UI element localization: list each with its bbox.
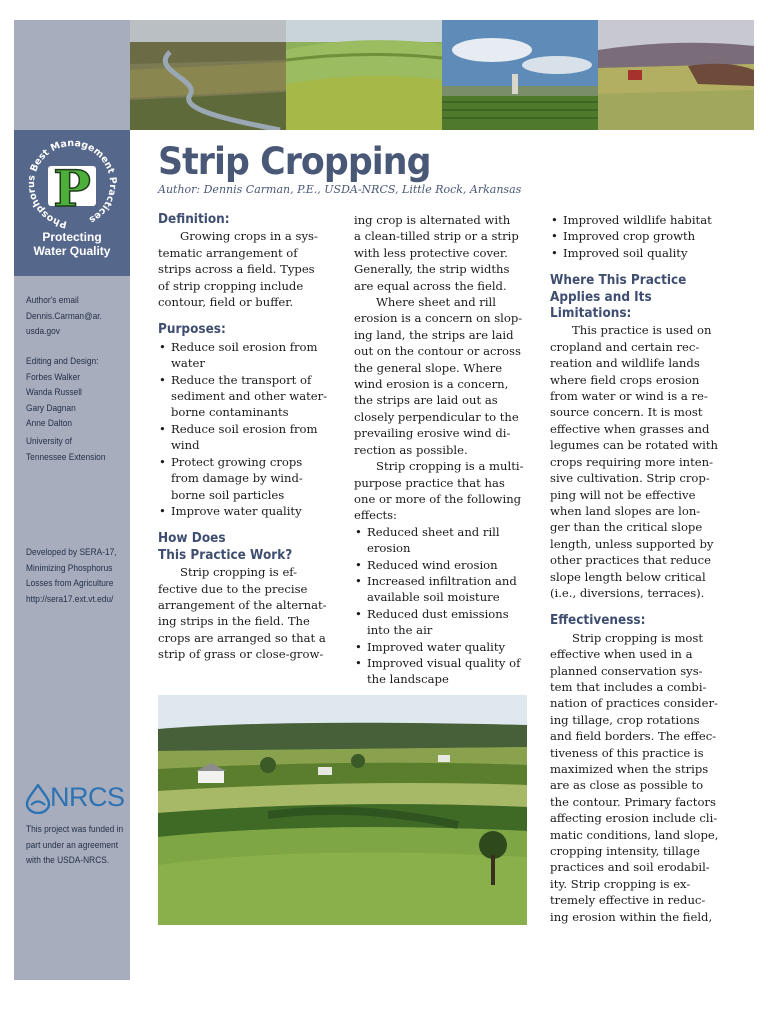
editing-credits (26, 354, 116, 432)
text-line: crops are arranged so that a (158, 630, 326, 645)
text-line: wind (171, 438, 200, 453)
text-line: ping will not be effective (550, 487, 696, 502)
column-3 (550, 212, 726, 925)
badge-title (14, 230, 130, 258)
text-line: (i.e., diversions, terraces). (550, 585, 705, 600)
text-line: ing crop is alternated with (354, 213, 511, 227)
green-hills-photo (286, 20, 442, 130)
text-line: Growing crops in a sys- (180, 229, 318, 244)
text-line: reation and wildlife lands (550, 356, 700, 371)
editor-name: Forbes Walker (26, 371, 81, 383)
text-line: strip of grass or close-grow- (158, 647, 324, 662)
text-line: • Improved crop growth (563, 229, 696, 244)
text-line: borne contaminants (171, 405, 289, 420)
text-line: erosion is a concern on slop- (354, 311, 523, 326)
text-line: sediment and other water- (171, 389, 328, 404)
text-line: legumes can be rotated with (550, 438, 718, 453)
text-line: Strip cropping is most (572, 630, 704, 645)
heading-line: How Does (158, 531, 226, 547)
text-line: source concern. It is most (550, 405, 703, 420)
sidebar (14, 20, 130, 980)
purposes-heading: Purposes: (158, 322, 226, 338)
text-line: the contour. Primary factors (550, 794, 716, 809)
text-line: the landscape (367, 672, 449, 687)
nrcs-logo (24, 782, 125, 814)
heading-line: This Practice Work? (158, 547, 293, 563)
sera17-link[interactable]: http://sera17.ext.vt.edu/ (26, 593, 114, 605)
text-line: borne soil particles (171, 487, 285, 502)
multipurpose-paragraph (354, 458, 530, 524)
how-it-works-continued (354, 212, 530, 294)
text-line: ger than the critical slope (550, 520, 703, 535)
text-line: tem that includes a combi- (550, 679, 707, 694)
editing-label: Editing and Design: (26, 356, 99, 367)
list-item (354, 606, 530, 639)
text-line: other practices that reduce (550, 553, 711, 568)
badge-title-line: Protecting (42, 230, 102, 244)
erosion-layout-paragraph (354, 294, 530, 458)
funding-line: This project was funded in (26, 824, 124, 835)
effects-list (354, 524, 530, 688)
heading-line: Where This Practice (550, 273, 687, 289)
text-line: • Reduced sheet and rill (367, 524, 500, 539)
editor-name: Wanda Russell (26, 387, 82, 398)
university-line: Tennessee Extension (26, 451, 106, 463)
text-line: ity. Strip cropping is ex- (550, 876, 691, 891)
list-item (354, 655, 530, 688)
text-line: • Increased infiltration and (367, 573, 517, 588)
list-item (158, 454, 334, 503)
river-valley-photo (130, 20, 286, 130)
text-line: planned conservation sys- (550, 663, 703, 678)
text-line: effective when grasses and (550, 421, 710, 436)
author-byline: Author: Dennis Carman, P.E., USDA-NRCS, Little Rock, Arkansas (158, 183, 522, 196)
text-line: • Reduced dust emissions (367, 606, 509, 621)
heading-line: Limitations: (550, 306, 632, 322)
developed-line: Minimizing Phosphorus (26, 562, 113, 574)
text-line: maximized when the strips (550, 762, 709, 776)
list-item (354, 639, 530, 655)
landscape-photo-strip (130, 20, 754, 130)
cornfield-silo-photo (442, 20, 598, 130)
author-email-link[interactable]: usda.gov (26, 326, 60, 337)
author-email-link[interactable]: Dennis.Carman@ar. (26, 310, 102, 322)
text-line: Strip cropping is ef- (180, 565, 298, 580)
text-line: are as close as possible to (550, 778, 704, 793)
text-line: closely perpendicular to the (354, 409, 519, 424)
text-line: erosion (367, 541, 411, 556)
text-line: purpose practice that has (354, 475, 505, 490)
text-line: • Improved soil quality (563, 245, 688, 260)
text-line: ing erosion within the field, (550, 909, 713, 924)
how-it-works-paragraph (158, 564, 334, 662)
text-line: ing land, the strips are laid (354, 327, 514, 342)
list-item (550, 245, 726, 261)
text-line: • Improve water quality (171, 503, 302, 518)
phosphorus-bmp-logo (22, 136, 122, 232)
author-email-label: Author's email (26, 295, 79, 306)
text-line: available soil moisture (367, 590, 500, 605)
badge-letter: P (53, 159, 91, 218)
developed-by-block (26, 545, 116, 607)
column-2 (354, 212, 530, 688)
text-line: with less protective cover. (354, 245, 508, 260)
text-line: one or more of the following (354, 491, 522, 506)
text-line: practices and soil erodabil- (550, 860, 710, 875)
heading-line: Applies and Its (550, 289, 652, 305)
text-line: crops requiring more inten- (550, 454, 714, 469)
list-item (158, 339, 334, 372)
author-email-block (26, 293, 116, 340)
text-line: wind erosion is a concern, (354, 377, 509, 392)
text-line: • Protect growing crops (171, 454, 303, 469)
list-item (354, 524, 530, 557)
text-line: and field borders. The effec- (550, 729, 717, 744)
text-line: • Improved wildlife habitat (563, 213, 712, 227)
text-line: slope length below critical (550, 569, 706, 584)
text-line: effective when used in a (550, 647, 693, 662)
university-line: University of (26, 436, 72, 447)
text-line: Strip cropping is a multi- (376, 459, 524, 474)
water-drop-icon (24, 784, 52, 814)
text-line: arrangement of the alternat- (158, 597, 327, 612)
text-line: tremely effective in reduc- (550, 893, 706, 908)
definition-paragraph (158, 228, 334, 310)
text-line: Where sheet and rill (376, 295, 496, 310)
list-item (354, 573, 530, 606)
funding-line: with the USDA-NRCS. (26, 855, 110, 866)
text-line: Generally, the strip widths (354, 262, 510, 277)
text-line: the strips are laid out as (354, 393, 498, 408)
where-applies-paragraph (550, 322, 726, 601)
effectiveness-paragraph (550, 630, 726, 925)
developed-line: Losses from Agriculture (26, 578, 114, 589)
text-line: ing tillage, crop rotations (550, 712, 700, 727)
text-line: are equal across the field. (354, 278, 507, 293)
phosphorus-bmp-badge (14, 130, 130, 276)
text-line: affecting erosion include cli- (550, 811, 718, 826)
text-line: • Improved water quality (367, 639, 506, 654)
text-line: contour, field or buffer. (158, 295, 294, 310)
badge-ring-text: Phosphorus Best Management Practices (26, 137, 119, 230)
list-item (550, 212, 726, 228)
definition-heading: Definition: (158, 212, 230, 227)
text-line: ing strips in the field. The (158, 614, 310, 629)
text-line: where field crops erosion (550, 372, 700, 387)
list-item (158, 421, 334, 454)
text-line: out on the contour or across (354, 344, 521, 359)
text-line: into the air (367, 623, 433, 638)
list-item (158, 503, 334, 519)
text-line: • Reduce soil erosion from (171, 421, 318, 436)
where-applies-heading (550, 273, 714, 322)
text-line: nation of practices consider- (550, 696, 718, 711)
funding-line: part under an agreement (26, 839, 119, 851)
text-line: effects: (354, 508, 397, 523)
list-item (354, 557, 530, 573)
text-line: from water or wind is a re- (550, 389, 708, 404)
page-title: Strip Cropping (158, 140, 431, 183)
text-line: when land slopes are lon- (550, 503, 701, 518)
text-line: rection as possible. (354, 442, 468, 457)
list-item (550, 228, 726, 244)
university-credit (26, 434, 116, 465)
text-line: sive cultivation. Strip crop- (550, 471, 710, 486)
text-line: • Reduced wind erosion (367, 557, 498, 572)
text-line: strips across a field. Types (158, 262, 315, 277)
text-line: • Reduce the transport of (171, 372, 312, 387)
strip-cropping-farm-photo (158, 695, 527, 925)
how-it-works-heading (158, 531, 322, 564)
developed-line: Developed by SERA-17, (26, 547, 117, 558)
text-line: length, unless supported by (550, 536, 714, 551)
text-line: from damage by wind- (171, 471, 303, 486)
text-line: of strip cropping include (158, 278, 304, 293)
text-line: • Improved visual quality of (367, 655, 521, 670)
nrcs-wordmark: NRCS (50, 782, 125, 812)
text-line: This practice is used on (572, 323, 712, 338)
list-item (158, 372, 334, 421)
editor-name: Anne Dalton (26, 418, 73, 429)
purposes-list (158, 339, 334, 519)
text-line: matic conditions, land slope, (550, 827, 719, 842)
effectiveness-heading: Effectiveness: (550, 613, 646, 629)
farmstead-hills-photo (598, 20, 754, 130)
text-line: water (171, 356, 205, 371)
text-line: a clean-tilled strip or a strip (354, 229, 519, 244)
text-line: cropland and certain rec- (550, 339, 700, 354)
text-line: • Reduce soil erosion from (171, 339, 318, 354)
effects-list-continued (550, 212, 726, 261)
column-1 (158, 212, 334, 663)
text-line: the general slope. Where (354, 360, 503, 375)
text-line: prevailing erosive wind di- (354, 426, 511, 441)
editor-name: Gary Dagnan (26, 402, 76, 414)
text-line: fective due to the precise (158, 581, 308, 596)
text-line: tiveness of this practice is (550, 745, 704, 760)
text-line: tematic arrangement of (158, 245, 298, 260)
funding-note (26, 822, 124, 869)
text-line: cropping intensity, tillage (550, 844, 700, 859)
badge-title-line: Water Quality (33, 244, 111, 258)
